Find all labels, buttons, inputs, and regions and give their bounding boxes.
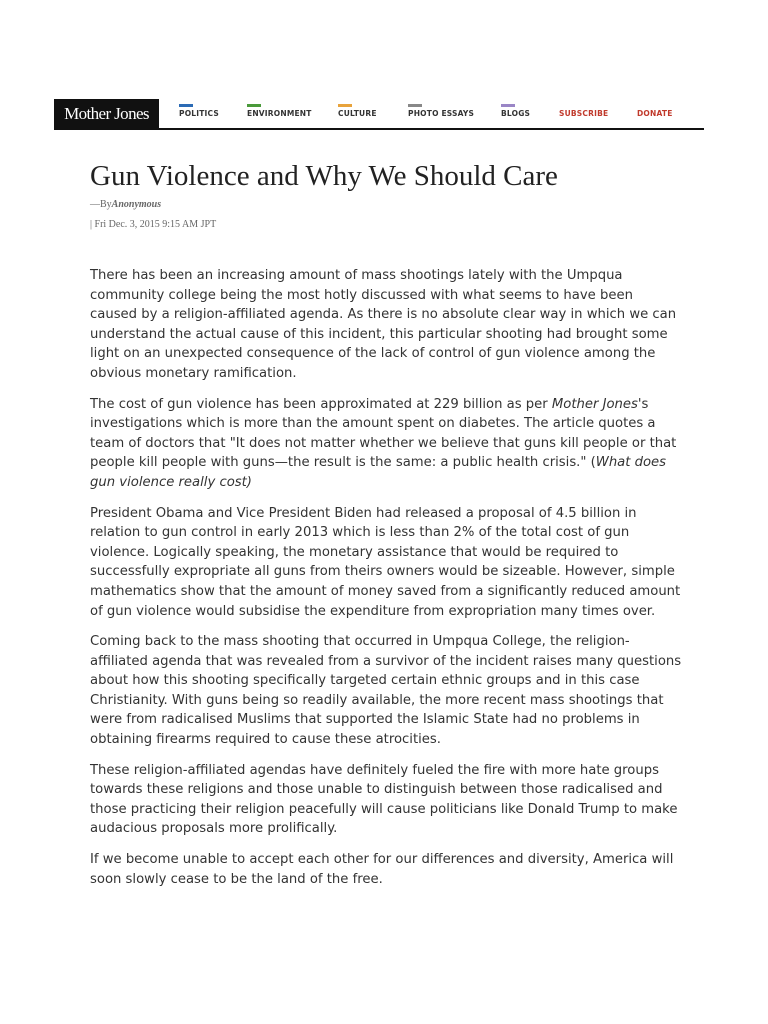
paragraph-4: Coming back to the mass shooting that occurred in Umpqua College, the religion-affiliated agenda that was revealed from a survivor of the incident raises many questions about how this shooting specifically targeted certain ethnic groups and in this case Christianity. With guns being so readily available, the more recent mass shootings that were from radicalised Muslims that supported the Islamic State had no problems in obtaining firearms required to cause these atrocities.: [90, 634, 682, 748]
nav-blogs-color-bar: [501, 104, 515, 107]
nav-blogs[interactable]: [501, 109, 530, 118]
publish-date: | Fri Dec. 3, 2015 9:15 AM JPT: [90, 219, 217, 230]
nav-environment[interactable]: [247, 109, 312, 118]
paragraph-5: These religion-affiliated agendas have definitely fueled the fire with more hate groups towards these religions and those unable to distinguish between those radicalised and those practicing their religion peacefully will cause politicians like Donald Trump to make audacious proposals more prolifically.: [90, 762, 678, 837]
byline-prefix: —By: [90, 199, 112, 210]
nav-environment-color-bar: [247, 104, 261, 107]
paragraph-2: [90, 395, 684, 493]
byline: [90, 199, 161, 210]
nav-photo-essays-label: PHOTO ESSAYS: [408, 109, 475, 118]
paragraph-6: If we become unable to accept each other for our differences and diversity, America will soon slowly cease to be the land of the free.: [90, 852, 674, 887]
article-body: [90, 266, 684, 900]
article-title: Gun Violence and Why We Should Care: [90, 160, 558, 192]
nav-subscribe[interactable]: SUBSCRIBE: [559, 109, 609, 118]
nav-photo-essays-color-bar: [408, 104, 422, 107]
author-link[interactable]: Anonymous: [111, 199, 162, 210]
nav-culture-label: CULTURE: [338, 109, 377, 118]
paragraph-2-text-b: 's investigations which is more than the amount spent on diabetes. The article quotes a team of doctors that "It does not matter whether we believe that guns kill people or that people kill people with guns—the result is the same: a public health crisis." (: [90, 396, 677, 471]
article-citation: What does gun violence really cost): [90, 455, 667, 490]
nav-photo-essays[interactable]: [408, 109, 474, 118]
nav-culture-color-bar: [338, 104, 352, 107]
nav-politics-label: POLITICS: [179, 109, 219, 118]
paragraph-2-text-a: The cost of gun violence has been approximated at 229 billion as per: [90, 396, 552, 412]
nav-politics[interactable]: [179, 109, 219, 118]
nav-politics-color-bar: [179, 104, 193, 107]
site-header: [54, 99, 704, 130]
nav-culture[interactable]: [338, 109, 377, 118]
nav-donate[interactable]: DONATE: [637, 109, 673, 118]
nav-blogs-label: BLOGS: [501, 109, 531, 118]
paragraph-1: There has been an increasing amount of mass shootings lately with the Umpqua community college being the most hotly discussed with what seems to have been caused by a religion-affiliated agenda. As there is no absolute clear way in which we can understand the actual cause of this incident, this particular shooting had brought some light on an unexpected consequence of the lack of control of gun violence among the obvious monetary ramification.: [90, 268, 677, 381]
header-rule: [54, 128, 704, 130]
paragraph-3: President Obama and Vice President Biden had released a proposal of 4.5 billion in relation to gun control in early 2013 which is less than 2% of the total cost of gun violence. Logically speaking, the monetary assistance that would be required to successfully expropriate all guns from theirs owners would be sizeable. However, simple mathematics show that the amount of money saved from a significantly reduced amount of gun violence would subsidise the expenditure from expropriation many times over.: [90, 505, 681, 619]
mother-jones-logo[interactable]: Mother Jones: [54, 99, 159, 129]
nav-environment-label: ENVIRONMENT: [247, 109, 312, 118]
mother-jones-reference: Mother Jones: [551, 396, 638, 412]
